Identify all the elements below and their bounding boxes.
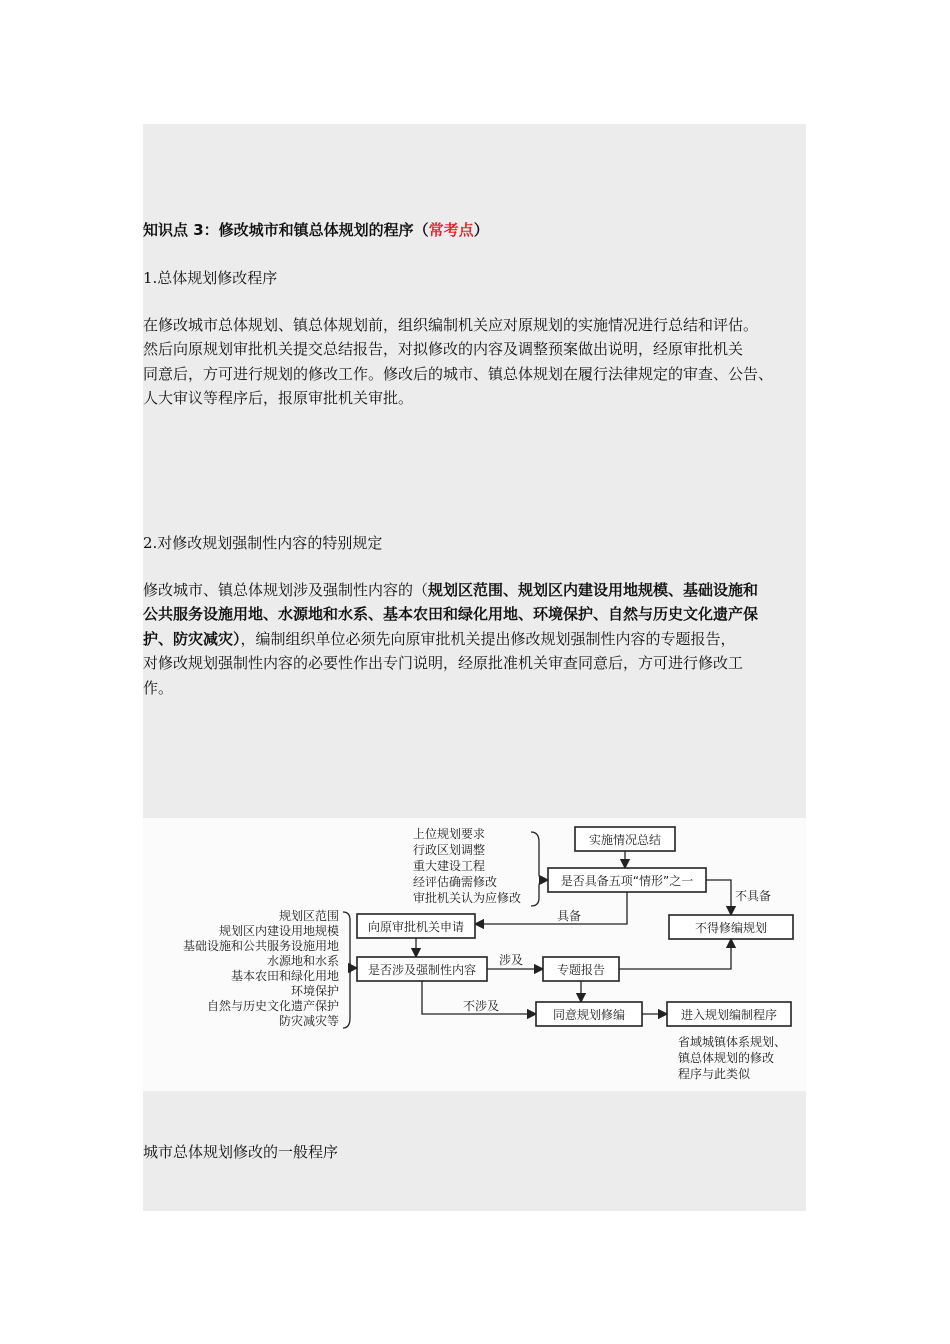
mandatory-list-1: 规划区范围、规划区内建设用地规模、基础设施和 bbox=[428, 581, 759, 599]
section2-paragraph bbox=[143, 578, 833, 700]
agree-box-label: 同意规划修编 bbox=[552, 1008, 626, 1022]
reason-item: 重大建设工程 bbox=[413, 859, 486, 873]
note-line: 镇总体规划的修改 bbox=[678, 1051, 775, 1065]
label-not-involve: 不涉及 bbox=[463, 999, 500, 1013]
mandatory-item: 防灾减灾等 bbox=[278, 1014, 339, 1028]
note-line: 程序与此类似 bbox=[678, 1067, 751, 1081]
enter-box-label: 进入规划编制程序 bbox=[680, 1008, 778, 1022]
section1-line: 在修改城市总体规划、镇总体规划前，组织编制机关应对原规划的实施情况进行总结和评估。 bbox=[143, 316, 759, 334]
summary-box-label: 实施情况总结 bbox=[588, 833, 662, 847]
note-line: 省域城镇体系规划、 bbox=[678, 1035, 787, 1049]
mandatory-item: 基础设施和公共服务设施用地 bbox=[182, 939, 339, 953]
apply-box-label: 向原审批机关申请 bbox=[367, 920, 465, 934]
diagram-caption: 城市总体规划修改的一般程序 bbox=[143, 1143, 339, 1161]
reason-item: 经评估确需修改 bbox=[413, 875, 498, 889]
heading-text: 知识点 3：修改城市和镇总体规划的程序（ bbox=[143, 221, 429, 239]
knowledge-point-heading bbox=[143, 219, 806, 240]
mandatory-item: 环境保护 bbox=[290, 984, 339, 998]
mandatory-item: 规划区内建设用地规模 bbox=[218, 924, 339, 938]
mandatory-item: 规划区范围 bbox=[278, 909, 339, 923]
section2-line3: ，编制组织单位必须先向原审批机关提出修改规划强制性内容的专题报告， bbox=[240, 629, 736, 648]
mandatory-list-3: 护、防灾减灾） bbox=[143, 629, 241, 648]
label-have: 具备 bbox=[557, 909, 582, 923]
mandatory-brace bbox=[343, 912, 355, 1028]
report-box-label: 专题报告 bbox=[556, 963, 606, 977]
section1-paragraph bbox=[143, 313, 833, 411]
revision-flowchart bbox=[143, 818, 806, 1091]
section2-intro: 修改城市、镇总体规划涉及强制性内容的（ bbox=[143, 581, 429, 599]
mandatory-items-list bbox=[183, 908, 339, 1028]
no-edit-box-label: 不得修编规划 bbox=[694, 921, 768, 935]
mandatory-box-label: 是否涉及强制性内容 bbox=[367, 963, 477, 977]
mandatory-item: 水源地和水系 bbox=[266, 954, 339, 968]
conditions-box-label: 是否具备五项“情形”之一 bbox=[560, 874, 694, 888]
section1-title: 1.总体规划修改程序 bbox=[143, 269, 278, 287]
heading-highlight: 常考点 bbox=[428, 221, 474, 239]
heading-suffix: ） bbox=[473, 221, 489, 239]
reason-item: 上位规划要求 bbox=[413, 827, 486, 841]
reason-item: 行政区划调整 bbox=[413, 843, 486, 857]
mandatory-item: 自然与历史文化遗产保护 bbox=[206, 999, 339, 1013]
section1-line: 人大审议等程序后，报原审批机关审批。 bbox=[143, 389, 414, 408]
mandatory-list-2: 公共服务设施用地、水源地和水系、基本农田和绿化用地、环境保护、自然与历史文化遗产保 bbox=[143, 605, 759, 624]
reasons-brace bbox=[531, 832, 545, 906]
label-not-have: 不具备 bbox=[735, 889, 772, 903]
section2-line5: 作。 bbox=[143, 678, 174, 697]
section2-title: 2.对修改规划强制性内容的特别规定 bbox=[143, 534, 383, 552]
mandatory-item: 基本农田和绿化用地 bbox=[230, 969, 339, 983]
section1-line: 同意后，方可进行规划的修改工作。修改后的城市、镇总体规划在履行法律规定的审查、公告、 bbox=[143, 364, 774, 383]
reason-item: 审批机关认为应修改 bbox=[413, 891, 522, 905]
label-involve: 涉及 bbox=[499, 953, 524, 967]
section1-line: 然后向原规划审批机关提交总结报告，对拟修改的内容及调整预案做出说明，经原审批机关 bbox=[143, 340, 744, 359]
reasons-list bbox=[413, 826, 521, 905]
section2-line4: 对修改规划强制性内容的必要性作出专门说明，经原批准机关审查同意后，方可进行修改工 bbox=[143, 654, 744, 673]
